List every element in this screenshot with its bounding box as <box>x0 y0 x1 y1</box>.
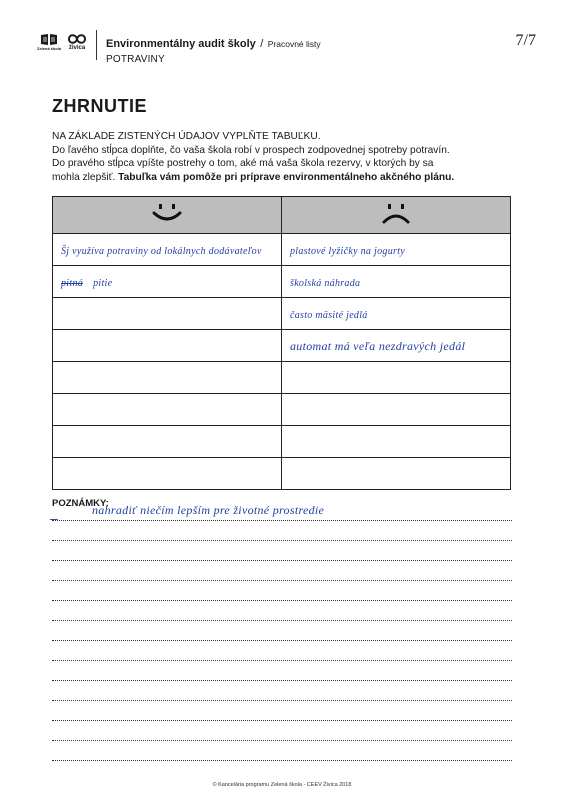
header-divider <box>96 30 97 60</box>
instruction-line-1: NA ZÁKLADE ZISTENÝCH ÚDAJOV VYPLŇTE TABUĽKU. <box>52 131 321 142</box>
logo-right-caption: živica <box>68 45 86 51</box>
positive-text: pitie <box>93 277 113 289</box>
struck-word: pitná <box>61 277 84 289</box>
positive-cell[interactable] <box>53 330 282 362</box>
logo-left-caption: Zelená škola <box>37 46 62 51</box>
instruction-line-2: Do ľavého stĺpca doplňte, čo vaša škola robí v prospech zodpovednej spotreby potravín. <box>52 144 450 156</box>
table-row <box>53 362 511 394</box>
table-row <box>53 266 511 298</box>
instruction-line-4-bold: Tabuľka vám pomôže pri príprave environmentálneho akčného plánu. <box>118 171 455 183</box>
positive-column-header <box>53 197 282 234</box>
negative-cell[interactable] <box>282 426 511 458</box>
audit-separator: / <box>260 38 264 50</box>
instruction-line-3: Do pravého stĺpca vpíšte postrehy o tom, aké má vaša škola rezervy, v ktorých by sa <box>52 158 434 170</box>
notes-line[interactable] <box>52 580 512 581</box>
notes-label: POZNÁMKY: <box>52 498 109 509</box>
zelena-skola-logo <box>38 32 60 51</box>
dash-mark: – <box>50 510 58 526</box>
notes-line[interactable] <box>52 560 512 561</box>
zivica-knot-icon <box>67 32 87 46</box>
negative-cell[interactable] <box>282 298 511 330</box>
table-row <box>53 330 511 362</box>
notes-line[interactable] <box>52 740 512 741</box>
positive-cell[interactable] <box>53 394 282 426</box>
audit-subtitle: Pracovné listy <box>267 39 321 49</box>
notes-line[interactable] <box>52 620 512 621</box>
negative-text: automat má veľa nezdravých jedál <box>290 338 466 353</box>
table-row <box>53 426 511 458</box>
notes-line[interactable] <box>52 760 512 761</box>
table-row <box>53 234 511 266</box>
negative-cell[interactable] <box>282 394 511 426</box>
summary-table <box>52 196 511 490</box>
audit-title: Environmentálny audit školy <box>106 38 256 50</box>
positive-cell[interactable] <box>53 362 282 394</box>
table-body <box>53 234 511 490</box>
negative-text: plastové lyžičky na jogurty <box>290 245 406 257</box>
page-number: 7/7 <box>515 32 536 49</box>
positive-cell[interactable] <box>53 266 282 298</box>
smiley-sad-icon <box>376 201 416 225</box>
zivica-logo <box>66 32 88 51</box>
positive-cell[interactable] <box>53 298 282 330</box>
notes-line[interactable] <box>52 640 512 641</box>
positive-cell[interactable] <box>53 234 282 266</box>
book-icon <box>40 32 58 46</box>
section-title: ZHRNUTIE <box>52 96 147 116</box>
notes-line[interactable] <box>52 720 512 721</box>
negative-cell[interactable] <box>282 330 511 362</box>
negative-cell[interactable] <box>282 266 511 298</box>
instruction-line-4-normal: mohla zlepšiť. <box>52 171 116 183</box>
table-row <box>53 458 511 490</box>
instruction-line-4 <box>52 171 522 185</box>
negative-cell[interactable] <box>282 362 511 394</box>
notes-line[interactable] <box>52 660 512 661</box>
instructions <box>52 130 522 184</box>
table-row <box>53 298 511 330</box>
audit-topic: POTRAVINY <box>106 54 165 65</box>
negative-column-header <box>282 197 511 234</box>
notes-line[interactable] <box>52 700 512 701</box>
header-logos <box>38 32 88 51</box>
header-text <box>106 34 321 65</box>
table-header-row <box>53 197 511 234</box>
negative-text: školská náhrada <box>290 277 361 289</box>
negative-cell[interactable] <box>282 234 511 266</box>
notes-line[interactable] <box>52 680 512 681</box>
negative-cell[interactable] <box>282 458 511 490</box>
smiley-happy-icon <box>147 201 187 225</box>
notes-line[interactable] <box>52 520 512 521</box>
notes-line[interactable] <box>52 540 512 541</box>
positive-cell[interactable] <box>53 426 282 458</box>
footer-copyright: © Kancelária programu Zelená škola - CEEV Živica 2018 <box>212 782 352 788</box>
notes-handwriting: nahradiť niečím lepším pre životné prostredie <box>92 503 325 517</box>
notes-line[interactable] <box>52 600 512 601</box>
negative-text: často mäsité jedlá <box>290 309 368 321</box>
positive-text: Šj využíva potraviny od lokálnych dodávateľov <box>61 245 262 257</box>
positive-cell[interactable] <box>53 458 282 490</box>
table-row <box>53 394 511 426</box>
